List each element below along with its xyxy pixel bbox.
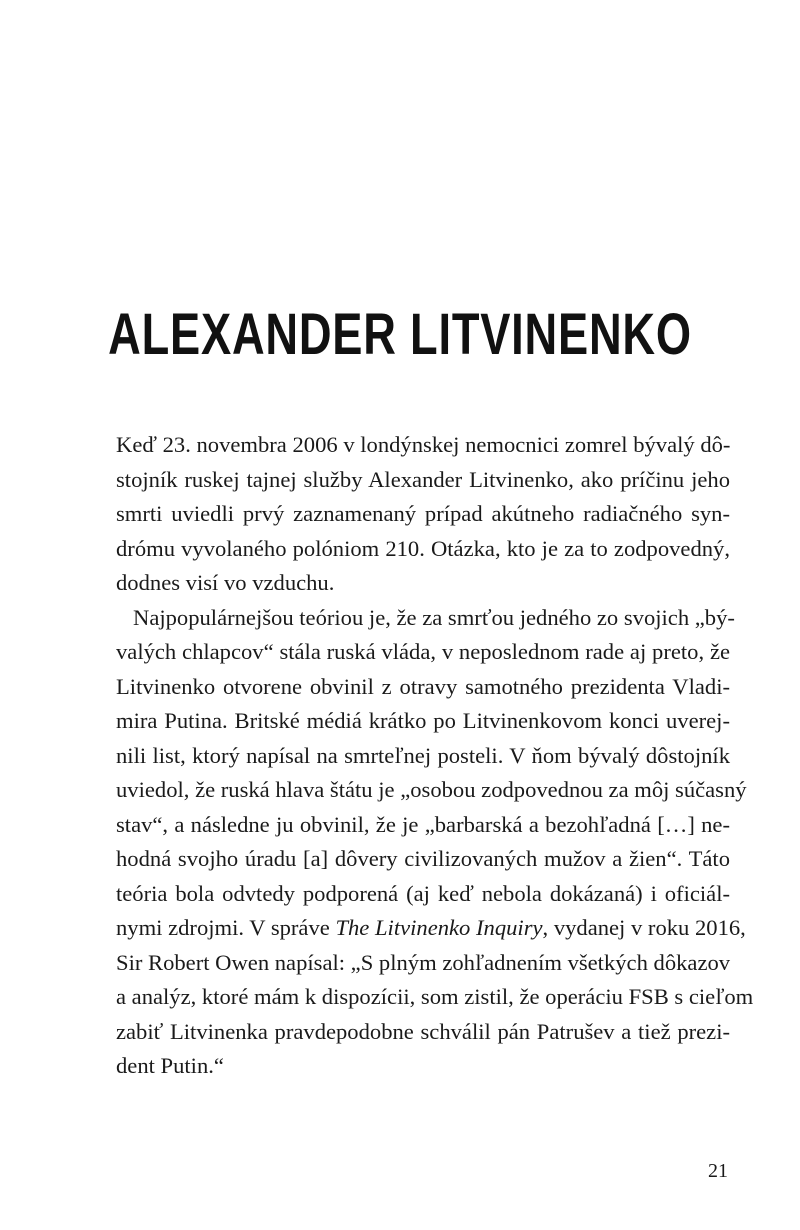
text-line: valých chlapcov“ stála ruská vláda, v neposlednom rade aj preto, že: [116, 639, 730, 664]
paragraph-2: [116, 601, 754, 1084]
report-title: The Litvinenko Inquiry: [335, 915, 543, 940]
body-text: [116, 428, 754, 1084]
text-line-with-italic: [116, 911, 746, 946]
text-segment: nymi zdrojmi. V správe: [116, 915, 336, 940]
text-line: nili list, ktorý napísal na smrteľnej posteli. V ňom bývalý dôstojník: [116, 742, 730, 768]
text-line: stav“, a následne ju obvinil, že je „barbarská a bezohľadná […] ne-: [116, 811, 730, 837]
text-line: Litvinenko otvorene obvinil z otravy samotného prezidenta Vladi-: [116, 673, 730, 699]
text-line: dodnes visí vo vzduchu.: [116, 570, 335, 595]
text-line: Najpopulárnejšou teóriou je, že za smrťou jedného zo svojich „bý-: [133, 604, 735, 630]
text-line: Keď 23. novembra 2006 v londýnskej nemocnici zomrel bývalý dô-: [116, 432, 731, 457]
chapter-title: ALEXANDER LITVINENKO: [108, 302, 692, 367]
paragraph-1: [116, 428, 730, 601]
text-line: stojník ruskej tajnej služby Alexander Litvinenko, ako príčinu jeho: [116, 466, 730, 492]
text-segment: , vydanej v roku 2016,: [542, 915, 746, 940]
text-line: hodná svojho úradu [a] dôvery civilizovaných mužov a žien“. Táto: [116, 846, 730, 871]
text-line: drómu vyvolaného polóniom 210. Otázka, kto je za to zodpovedný,: [116, 535, 730, 561]
text-line: teória bola odvtedy podporená (aj keď nebola dokázaná) i oficiál-: [116, 880, 730, 906]
text-line: smrti uviedli prvý zaznamenaný prípad akútneho radiačného syn-: [116, 501, 730, 526]
text-line: mira Putina. Britské médiá krátko po Litvinenkovom konci uverej-: [116, 708, 730, 733]
page-number: 21: [708, 1160, 728, 1182]
text-line: Sir Robert Owen napísal: „S plným zohľadnením všetkých dôkazov: [116, 949, 731, 975]
text-line: dent Putin.“: [116, 1053, 224, 1078]
text-line: uviedol, že ruská hlava štátu je „osobou zodpovednou za môj súčasný: [116, 777, 747, 802]
text-line: a analýz, ktoré mám k dispozícii, som zistil, že operáciu FSB s cieľom: [116, 984, 754, 1009]
text-line: zabiť Litvinenka pravdepodobne schválil pán Patrušev a tiež prezi-: [116, 1018, 730, 1044]
